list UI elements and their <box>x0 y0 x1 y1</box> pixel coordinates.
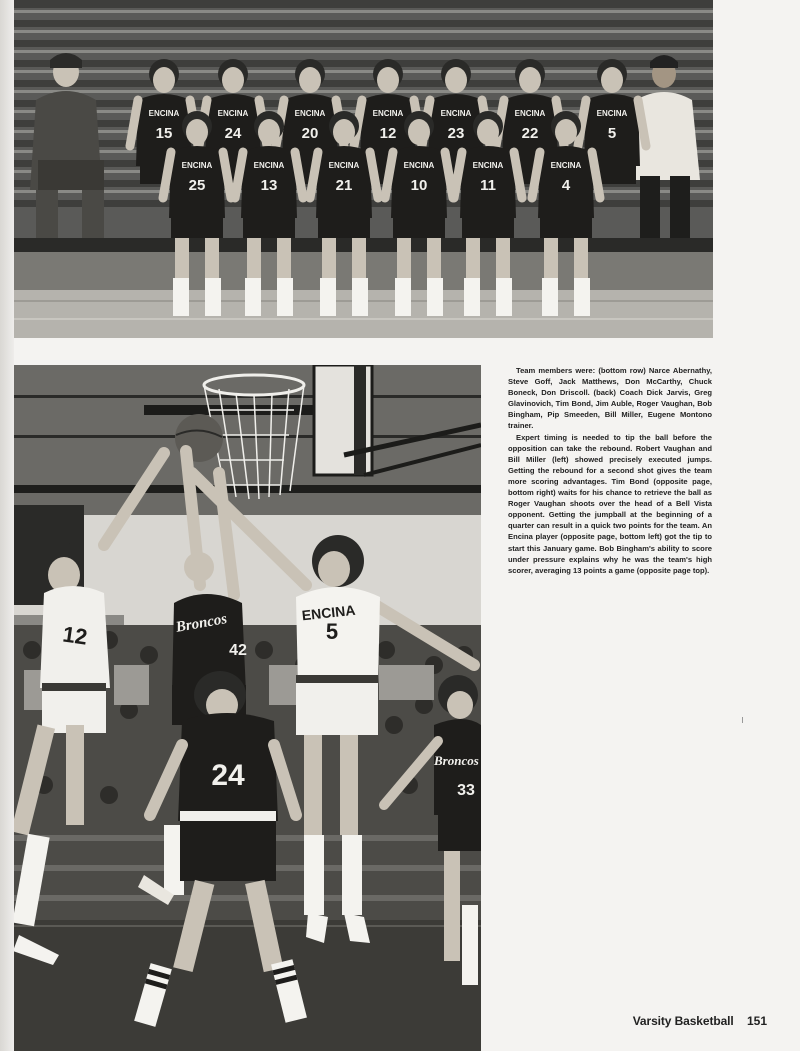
jersey-number: 15 <box>155 125 173 142</box>
page-binding-edge <box>0 0 14 1051</box>
jersey-text: ENCINA <box>328 161 360 170</box>
jersey-text: ENCINA <box>596 109 628 118</box>
jersey-text: ENCINA <box>440 109 472 118</box>
action-jersey-number-42: 42 <box>229 642 247 659</box>
jersey-text-broncos-right: Broncos <box>434 753 479 768</box>
section-title: Varsity Basketball <box>632 1014 734 1028</box>
action-jersey-number-5: 5 <box>325 619 339 644</box>
jersey-text: ENCINA <box>472 161 504 170</box>
team-photo <box>14 0 713 338</box>
jersey-number: 22 <box>521 125 539 142</box>
action-jersey-number-12: 12 <box>61 621 89 650</box>
jersey-text: ENCINA <box>514 109 546 118</box>
jersey-text: ENCINA <box>403 161 435 170</box>
jersey-number: 20 <box>301 125 319 142</box>
photo-caption <box>508 365 712 576</box>
caption-game-description: Expert timing is needed to tip the ball before the opposition can take the rebound. Robert Vaughan and Bill Miller (left) showed precisely executed jumps. Getting the rebound for a second shot gives the team more scoring advantages. Tim Bond (opposite page, bottom right) waits for his chance to retrieve the ball as Roger Vaughan shoots over the head of a Bell Vista opponent. Getting the jumpball at the beginning of a quarter can result in a quick two points for the team. An Encina player (opposite page, bottom left) got the tip to start this January game. Bob Bingham's ability to score under pressure explains why he was the team's high scorer, averaging 13 points a game (opposite page top). <box>508 432 712 575</box>
caption-team-members: Team members were: (bottom row) Narce Abernathy, Steve Goff, Jack Matthews, Don McCarthy, Chuck Boneck, Don Driscoll. (back) Coach Dick Jarvis, Greg Glavinovich, Tim Bond, Jim Auble, Roger Vaughan, Bob Bingham, Pip Smeeden, Bill Miller, Eugene Montono trainer. <box>508 366 712 431</box>
jersey-text: ENCINA <box>294 109 326 118</box>
jersey-number: 12 <box>379 125 397 142</box>
page-number: 151 <box>746 1014 767 1028</box>
jersey-text: ENCINA <box>253 161 285 170</box>
jersey-number: 4 <box>561 177 571 194</box>
action-jersey-number-33: 33 <box>457 782 475 799</box>
jersey-text: ENCINA <box>148 109 180 118</box>
jersey-number: 11 <box>480 177 496 194</box>
jersey-number: 24 <box>224 125 242 142</box>
jersey-text: ENCINA <box>181 161 213 170</box>
jersey-number: 23 <box>447 125 465 142</box>
jersey-number: 21 <box>335 177 353 194</box>
jersey-text-encina: ENCINA <box>301 601 357 624</box>
jersey-text: ENCINA <box>372 109 404 118</box>
jersey-text: ENCINA <box>217 109 249 118</box>
jersey-number: 5 <box>607 125 617 142</box>
jersey-number: 13 <box>260 177 278 194</box>
margin-mark <box>742 717 743 723</box>
action-photo <box>14 365 481 1051</box>
jersey-text-broncos: Broncos <box>174 611 229 636</box>
page-footer <box>633 1014 767 1028</box>
action-jersey-number-24: 24 <box>211 759 245 792</box>
jersey-number: 25 <box>188 177 206 194</box>
jersey-text: ENCINA <box>550 161 582 170</box>
jersey-number: 10 <box>410 177 428 194</box>
